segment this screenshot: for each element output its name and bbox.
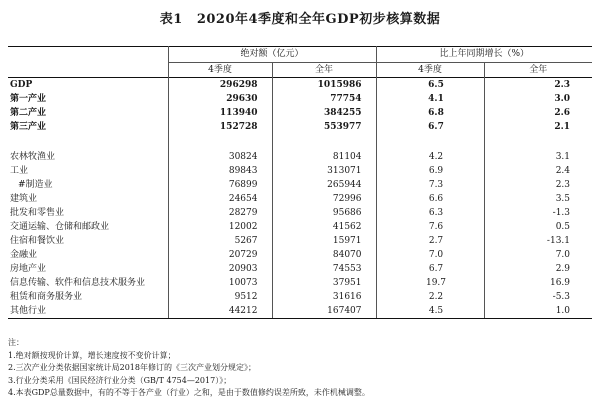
data-table: [8, 46, 592, 319]
cell-year: 84070: [272, 248, 376, 262]
cell-growth-q4: 7.0: [376, 248, 484, 262]
table-row-secondary: [8, 106, 592, 120]
cell-year: 15971: [272, 234, 376, 248]
table-title: [0, 8, 600, 27]
cell-growth-year: 16.9: [484, 276, 592, 290]
cell-growth-q4: 4.5: [376, 304, 484, 319]
cell-q4: 20729: [168, 248, 272, 262]
cell-growth-year: 2.3: [484, 78, 592, 93]
table-row: [8, 276, 592, 290]
row-label: 租赁和商务服务业: [10, 292, 83, 302]
gdp-table: [8, 46, 592, 319]
table-row: [8, 290, 592, 304]
row-label: #制造业: [18, 180, 53, 190]
cell-year: 37951: [272, 276, 376, 290]
table-row: [8, 178, 592, 192]
header-abs-q4: 4季度: [168, 63, 272, 78]
table-row: [8, 150, 592, 164]
cell-q4: 9512: [168, 290, 272, 304]
table-title-text: 2020年4季度和全年GDP初步核算数据: [196, 12, 441, 27]
cell-q4: 113940: [168, 106, 272, 120]
cell-q4: 28279: [168, 206, 272, 220]
table-body: [8, 78, 592, 319]
cell-q4: 10073: [168, 276, 272, 290]
cell-growth-q4: 6.5: [376, 78, 484, 93]
cell-growth-year: 7.0: [484, 248, 592, 262]
cell-year: 313071: [272, 164, 376, 178]
cell-growth-q4: 4.1: [376, 92, 484, 106]
table-row: [8, 234, 592, 248]
cell-growth-q4: 4.2: [376, 150, 484, 164]
note-item: 2.三次产业分类依据国家统计局2018年修订的《三次产业划分规定》；: [8, 363, 256, 372]
cell-growth-year: 2.1: [484, 120, 592, 134]
table-spacer-row: [8, 134, 592, 150]
cell-year: 1015986: [272, 78, 376, 93]
header-growth: 比上年同期增长（%）: [376, 47, 592, 63]
cell-growth-q4: 2.2: [376, 290, 484, 304]
table-notes: [8, 337, 592, 400]
cell-growth-q4: 6.6: [376, 192, 484, 206]
cell-q4: 24654: [168, 192, 272, 206]
cell-year: 77754: [272, 92, 376, 106]
table-row: [8, 220, 592, 234]
cell-year: 41562: [272, 220, 376, 234]
cell-growth-year: 2.3: [484, 178, 592, 192]
table-number: 表1: [159, 12, 183, 27]
cell-growth-q4: 7.6: [376, 220, 484, 234]
corner-cell: [8, 47, 168, 63]
cell-growth-year: 1.0: [484, 304, 592, 319]
cell-growth-q4: 6.7: [376, 262, 484, 276]
cell-growth-year: 3.0: [484, 92, 592, 106]
row-label: 第一产业: [10, 94, 47, 104]
cell-q4: 76899: [168, 178, 272, 192]
header-growth-q4: 4季度: [376, 63, 484, 78]
cell-growth-year: -1.3: [484, 206, 592, 220]
cell-growth-q4: 6.7: [376, 120, 484, 134]
cell-year: 31616: [272, 290, 376, 304]
cell-growth-year: 2.4: [484, 164, 592, 178]
cell-growth-q4: 7.3: [376, 178, 484, 192]
cell-q4: 20903: [168, 262, 272, 276]
row-label: 批发和零售业: [10, 208, 65, 218]
row-label: 建筑业: [10, 194, 38, 204]
row-label: 工业: [10, 166, 29, 176]
header-absolute: 绝对额（亿元）: [168, 47, 376, 63]
table-row-gdp: [8, 78, 592, 93]
cell-growth-year: -13.1: [484, 234, 592, 248]
cell-q4: 5267: [168, 234, 272, 248]
cell-year: 74553: [272, 262, 376, 276]
cell-year: 95686: [272, 206, 376, 220]
note-item: 1.绝对额按现价计算，增长速度按不变价计算；: [8, 350, 176, 360]
table-row: [8, 206, 592, 220]
row-label: 金融业: [10, 250, 38, 260]
corner-cell-2: [8, 63, 168, 78]
table-row: [8, 192, 592, 206]
row-label: 第二产业: [10, 108, 47, 118]
cell-q4: 44212: [168, 304, 272, 319]
cell-year: 553977: [272, 120, 376, 134]
cell-q4: 29630: [168, 92, 272, 106]
table-row-tertiary: [8, 120, 592, 134]
cell-q4: 12002: [168, 220, 272, 234]
cell-q4: 296298: [168, 78, 272, 93]
table-row-primary: [8, 92, 592, 106]
note-item: 4.本表GDP总量数据中，有的不等于各产业（行业）之和，是由于数值修约误差所致，未作机械调整。: [8, 388, 370, 397]
cell-growth-year: 2.9: [484, 262, 592, 276]
cell-growth-q4: 6.8: [376, 106, 484, 120]
cell-q4: 89843: [168, 164, 272, 178]
cell-year: 384255: [272, 106, 376, 120]
header-growth-year: 全年: [484, 63, 592, 78]
row-label: GDP: [10, 80, 33, 90]
cell-growth-q4: 2.7: [376, 234, 484, 248]
row-label: 房地产业: [10, 264, 47, 274]
cell-q4: 30824: [168, 150, 272, 164]
cell-growth-q4: 6.9: [376, 164, 484, 178]
cell-growth-q4: 6.3: [376, 206, 484, 220]
header-abs-year: 全年: [272, 63, 376, 78]
cell-year: 72996: [272, 192, 376, 206]
cell-growth-year: 0.5: [484, 220, 592, 234]
cell-growth-year: 3.5: [484, 192, 592, 206]
table-row: [8, 262, 592, 276]
row-label: 住宿和餐饮业: [10, 236, 65, 246]
cell-year: 265944: [272, 178, 376, 192]
cell-growth-year: 3.1: [484, 150, 592, 164]
row-label: 其他行业: [8, 304, 168, 319]
cell-growth-q4: 19.7: [376, 276, 484, 290]
notes-heading: 注：: [8, 338, 24, 347]
row-label: 信息传输、软件和信息技术服务业: [10, 278, 146, 288]
table-row: [8, 304, 592, 319]
table-row: [8, 164, 592, 178]
cell-growth-year: 2.6: [484, 106, 592, 120]
cell-year: 81104: [272, 150, 376, 164]
cell-year: 167407: [272, 304, 376, 319]
cell-growth-year: -5.3: [484, 290, 592, 304]
table-row: [8, 248, 592, 262]
note-item: 3.行业分类采用《国民经济行业分类（GB/T 4754—2017）》；: [8, 375, 232, 385]
row-label: 农林牧渔业: [10, 152, 56, 162]
cell-q4: 152728: [168, 120, 272, 134]
table-header: [8, 47, 592, 78]
row-label: 交通运输、仓储和邮政业: [10, 222, 110, 232]
row-label: 第三产业: [10, 122, 47, 132]
